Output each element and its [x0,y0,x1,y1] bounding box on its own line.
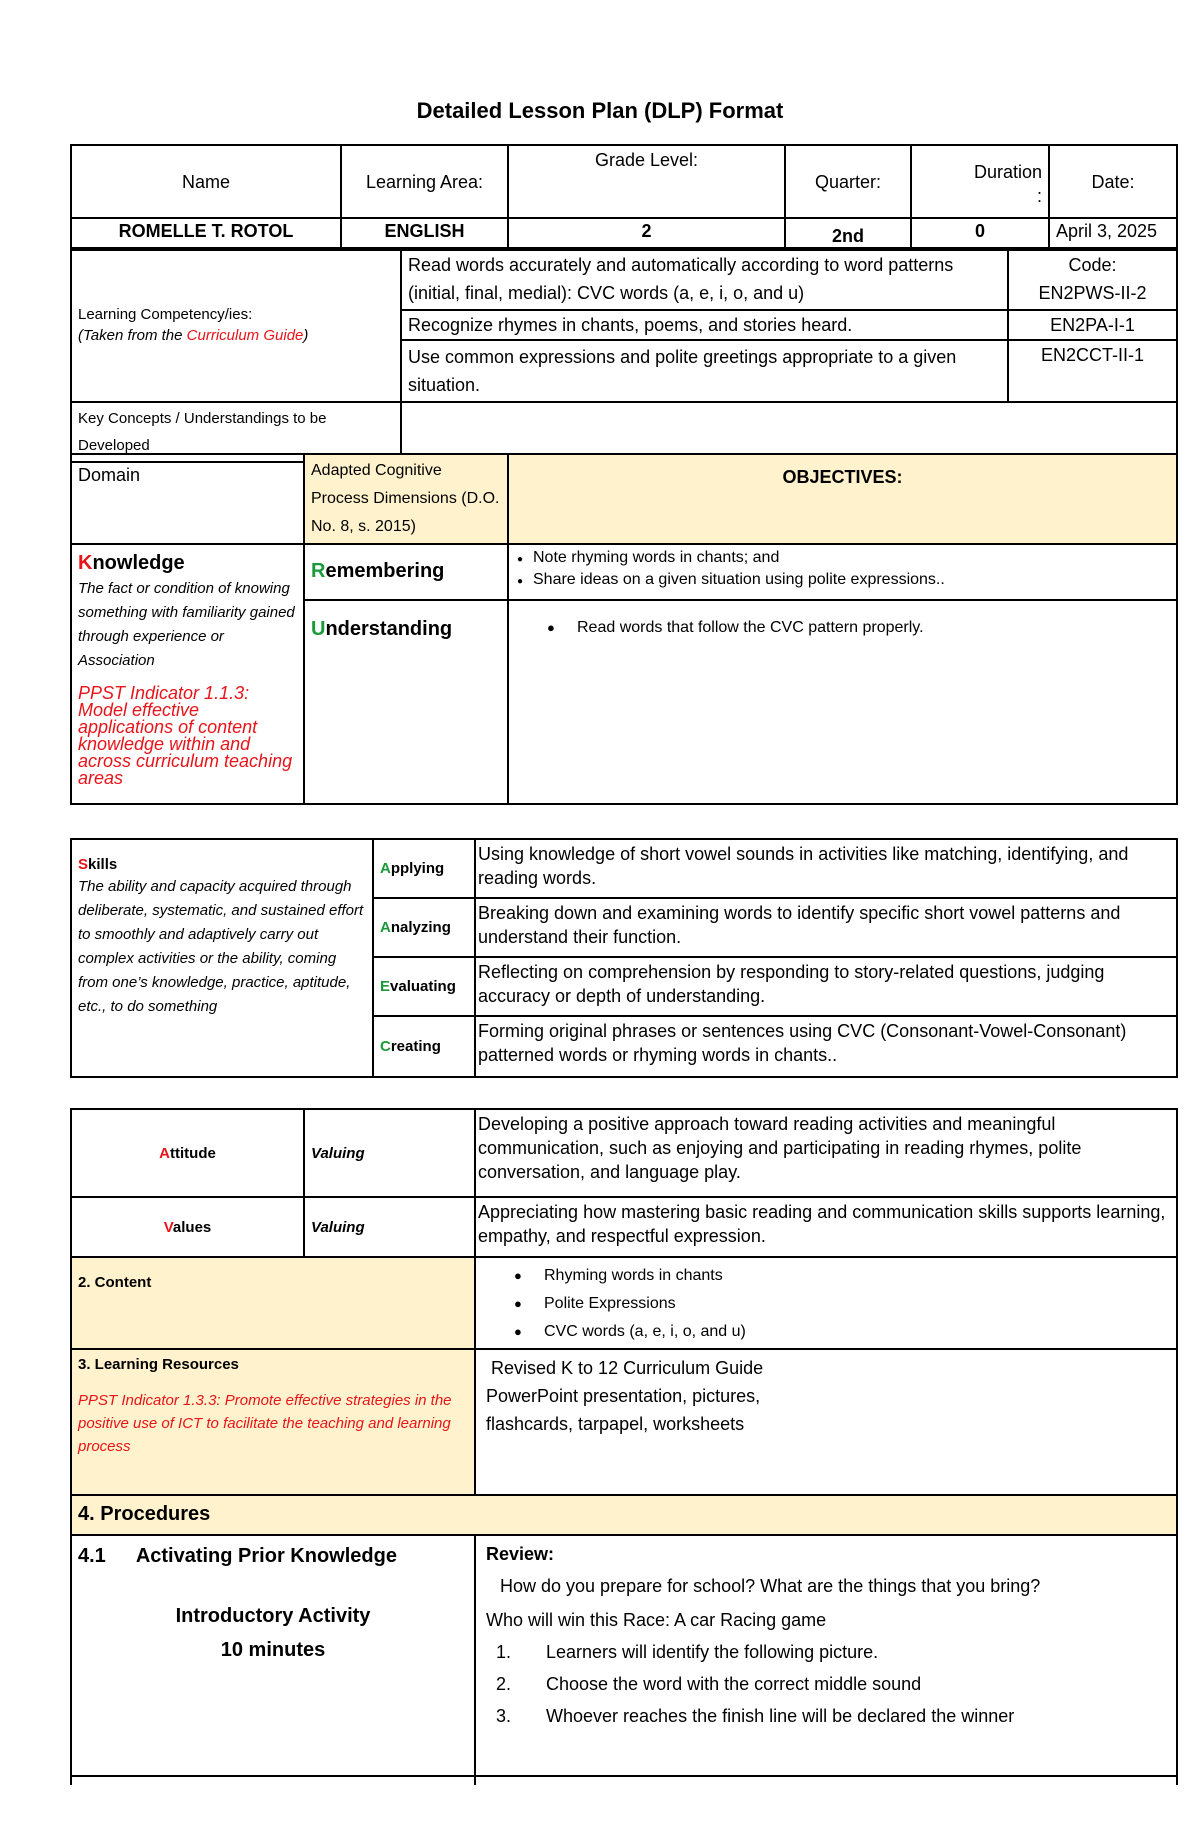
understanding-objectives [508,600,1177,804]
analyzing-text: Breaking down and examining words to identify specific short vowel patterns and understand their function. [475,898,1177,957]
game-step: 3. Whoever reaches the finish line will be declared the winner [496,1706,1015,1726]
remembering-objectives [508,544,1177,600]
resources-list [475,1349,1177,1495]
evaluating-text: Reflecting on comprehension by responding to story-related questions, judging accuracy or depth of understanding. [475,957,1177,1016]
remembering-label: Remembering [304,544,508,600]
procedures-heading: 4. Procedures [71,1495,1177,1535]
objective-item: ● Read words that follow the CVC pattern properly. [577,617,1170,639]
game-title: Who will win this Race: A car Racing game [486,1610,827,1630]
applying-label: Applying [373,839,475,898]
creating-text: Forming original phrases or sentences using CVC (Consonant-Vowel-Consonant) patterned words or rhyming words in chants.. [475,1016,1177,1077]
competency-3-code: EN2CCT-II-1 [1008,340,1177,402]
objective-item: ● Share ideas on a given situation using polite expressions.. [533,569,1170,591]
content-items [475,1257,1177,1349]
table-bottom-border [70,1775,1176,1777]
knowledge-cell [71,544,304,804]
content-item: ● Rhyming words in chants [544,1262,1170,1290]
game-step: 1. Learners will identify the following picture. [496,1642,879,1662]
game-steps [486,1638,1172,1730]
grade-level-value: 2 [508,218,785,250]
resources-ppst-indicator: PPST Indicator 1.3.3: Promote effective strategies in the positive use of ICT to facilitate the teaching and learning process [78,1392,452,1455]
quarter-label: Quarter: [785,145,911,218]
review-question: How do you prepare for school? What are the things that you bring? [500,1576,1041,1596]
objective-item: ● Note rhyming words in chants; and [533,547,1170,569]
knowledge-description: The fact or condition of knowing something with familiarity gained through experience or Association [78,580,295,669]
skills-heading: Skills [78,856,118,873]
attitude-text: Developing a positive approach toward reading activities and meaningful communication, such as enjoying and participating in reading rhymes, polite conversation, and language play. [475,1109,1177,1197]
domain-objectives-table [70,453,1178,805]
analyzing-label: Analyzing [373,898,475,957]
competency-2-text: Recognize rhymes in chants, poems, and stories heard. [401,310,1008,340]
resources-label-cell [71,1349,475,1495]
competency-2-code: EN2PA-I-1 [1008,310,1177,340]
skills-cell [71,839,373,1077]
resources-label: 3. Learning Resources [78,1356,239,1373]
understanding-label: Understanding [304,600,508,804]
skills-description: The ability and capacity acquired through deliberate, systematic, and sustained effort to smoothly and adaptively carry out complex activities or the ability, coming from one’s knowledge, practice, aptitude, etc., to do something [78,878,364,1015]
name-value: ROMELLE T. ROTOL [71,218,341,250]
game-step: 2. Choose the word with the correct middle sound [496,1674,922,1694]
duration-value: 0 [911,218,1049,250]
evaluating-label: Evaluating [373,957,475,1016]
date-value: April 3, 2025 [1049,218,1177,250]
learning-area-label: Learning Area: [341,145,508,218]
resource-line: Revised K to 12 Curriculum Guide [486,1358,764,1378]
knowledge-heading: Knowledge [78,552,185,574]
competency-note: (Taken from the Curriculum Guide) [78,327,309,344]
key-concepts-label: Key Concepts / Understandings to be Developed [71,402,401,462]
introductory-activity-label: Introductory Activity [175,1605,371,1627]
review-label: Review: [486,1544,555,1564]
content-item: ● CVC words (a, e, i, o, and u) [544,1318,1170,1346]
competency-3-text: Use common expressions and polite greetings appropriate to a given situation. [401,340,1008,402]
competency-label-cell [71,248,401,402]
competency-table [70,247,1178,463]
competency-1-code-cell [1008,248,1177,310]
dimensions-label: Adapted Cognitive Process Dimensions (D.O. No. 8, s. 2015) [304,454,508,544]
content-item: ● Polite Expressions [544,1290,1170,1318]
resource-line: PowerPoint presentation, pictures, flashcards, tarpapel, worksheets [486,1386,761,1434]
values-label: Values [71,1197,304,1257]
values-text: Appreciating how mastering basic reading and communication skills supports learning, empathy, and respectful expression. [475,1197,1177,1257]
applying-text: Using knowledge of short vowel sounds in activities like matching, identifying, and reading words. [475,839,1177,898]
duration-label: Duration : [911,145,1049,218]
lesson-plan-header-table [70,144,1178,251]
attitude-label: Attitude [71,1109,304,1197]
name-label: Name [71,145,341,218]
grade-level-label: Grade Level: [508,145,785,218]
document-title: Detailed Lesson Plan (DLP) Format [416,98,784,123]
date-label: Date: [1049,145,1177,218]
attitude-values-table [70,1108,1178,1785]
knowledge-ppst-indicator: PPST Indicator 1.1.3: Model effective applications of content knowledge within and across curriculum teaching areas [78,683,293,788]
code-label: Code: [1068,255,1117,275]
attitude-dimension: Valuing [304,1109,475,1197]
activity-duration: 10 minutes [220,1639,326,1661]
domain-label: Domain [71,454,304,544]
review-cell [475,1535,1177,1785]
skills-table [70,838,1178,1078]
competency-1-text: Read words accurately and automatically according to word patterns (initial, final, medial): CVC words (a, e, i, o, and u) [401,248,1008,310]
competency-1-code: EN2PWS-II-2 [1038,283,1147,303]
values-dimension: Valuing [304,1197,475,1257]
creating-label: Creating [373,1016,475,1077]
procedure-step-cell [71,1535,475,1785]
competency-label: Learning Competency/ies: [78,306,253,323]
objectives-label: OBJECTIVES: [508,454,1177,544]
quarter-value: 2nd [785,218,911,250]
learning-area-value: ENGLISH [341,218,508,250]
content-label: 2. Content [71,1257,475,1349]
procedure-step-title: 4.1 Activating Prior Knowledge [78,1545,397,1567]
